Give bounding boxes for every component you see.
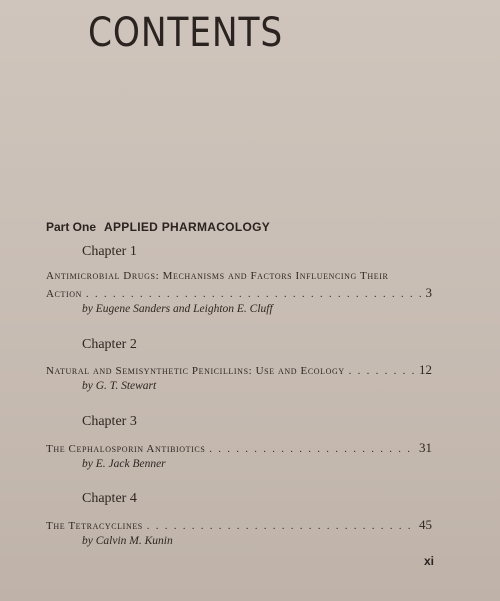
part-heading bbox=[46, 220, 270, 234]
chapter-label: Chapter 4 bbox=[82, 491, 137, 506]
chapter-label: Chapter 2 bbox=[82, 337, 137, 352]
chapter-author: by Eugene Sanders and Leighton E. Cluff bbox=[82, 303, 273, 315]
chapter-title: Antimicrobial Drugs: Mechanisms and Factors Influencing Their bbox=[46, 270, 389, 282]
chapter-author: by E. Jack Benner bbox=[82, 458, 166, 470]
toc-entry bbox=[46, 362, 432, 378]
chapter-title: The Tetracyclines bbox=[46, 520, 143, 532]
part-number: Part One bbox=[46, 220, 97, 234]
page-number: 31 bbox=[419, 440, 432, 455]
chapter-author: by G. T. Stewart bbox=[82, 380, 157, 392]
chapter-title-continued: Action bbox=[46, 288, 82, 300]
dot-leader bbox=[147, 521, 415, 532]
page-title: CONTENTS bbox=[88, 10, 284, 56]
page-number: 12 bbox=[419, 362, 432, 377]
toc-entry bbox=[46, 440, 432, 456]
folio-page-number: xi bbox=[424, 554, 435, 568]
chapter-label: Chapter 3 bbox=[82, 414, 137, 429]
dot-leader bbox=[349, 366, 415, 377]
chapter-author: by Calvin M. Kunin bbox=[82, 535, 173, 547]
page-number: 45 bbox=[419, 517, 432, 532]
part-title: APPLIED PHARMACOLOGY bbox=[104, 220, 271, 234]
chapter-label: Chapter 1 bbox=[82, 244, 137, 259]
chapter-title: The Cephalosporin Antibiotics bbox=[46, 443, 206, 455]
dot-leader bbox=[86, 289, 422, 300]
dot-leader bbox=[209, 444, 415, 455]
toc-entry bbox=[46, 517, 432, 533]
page-number: 3 bbox=[425, 285, 432, 300]
toc-entry bbox=[46, 285, 432, 301]
chapter-title: Natural and Semisynthetic Penicillins: Use and Ecology bbox=[46, 365, 345, 377]
